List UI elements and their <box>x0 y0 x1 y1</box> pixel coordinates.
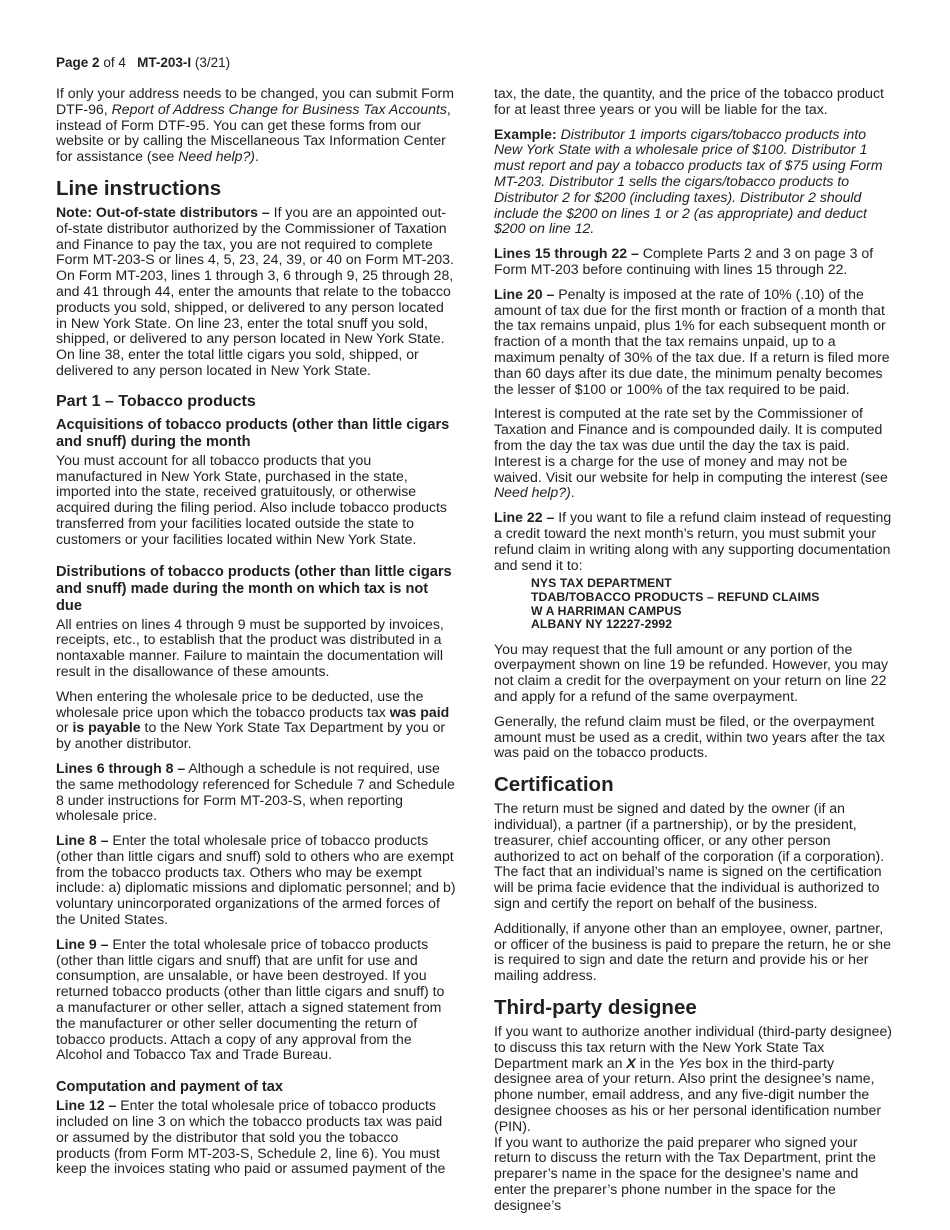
page-number: 2 <box>92 55 100 70</box>
line-9-paragraph: Line 9 – Enter the total wholesale price of tobacco products (other than little cigars and snuff) that are unfit for use and consumption, are unsalable, or have been destroyed. If you returned tobacco products (other than little cigars and snuff) to a manufacturer or other seller, attach a signed statement from the manufacturer or other seller documenting the return of tobacco products. Attach a copy of any approval from the Alcohol and Tobacco Tax and Trade Bureau. <box>56 935 445 1063</box>
paid-preparer-designee-paragraph: If you want to authorize the paid preparer who signed your return to discuss the return with the Tax Department, print the preparer’s name in the space for the designee’s name and enter the preparer’s phone number in the space for the designee’s <box>494 1133 877 1213</box>
third-party-designee-heading: Third-party designee <box>494 996 697 1020</box>
line-12-paragraph: Line 12 – Enter the total wholesale price of tobacco products included on line 3 on which the tobacco products tax was paid or assumed by the distributor that sold you the tobacco products (from Form MT-203-S, Schedule 2, line 6). You must keep the invoices stating who paid or assumed payment of the <box>56 1097 446 1177</box>
page-header <box>56 55 230 71</box>
certification-heading: Certification <box>494 773 614 797</box>
lines-15-22-paragraph: Lines 15 through 22 – Complete Parts 2 and 3 on page 3 of Form MT-203 before continuing with lines 15 through 22. <box>494 245 874 277</box>
address-change-paragraph: If only your address needs to be changed, you can submit Form DTF-96, Report of Address Change for Business Tax Accounts, instead of Form DTF-95. You can get these forms from our website or by calling the Miscellaneous Tax Information Center for assistance (see Need help?). <box>56 85 454 165</box>
refund-paragraph: You may request that the full amount or any portion of the overpayment shown on line 19 be refunded. However, you may not claim a credit for the overpayment on your return on line 22 and apply for a refund of the same overpayment. <box>494 640 889 705</box>
page-label: Page <box>56 55 89 70</box>
computation-heading: Computation and payment of tax <box>56 1079 284 1096</box>
line-instructions-heading: Line instructions <box>56 176 222 200</box>
address-line: W A HARRIMAN CAMPUS <box>531 603 682 618</box>
certification-paragraph: The return must be signed and dated by the owner (if an individual), a partner (if a partnership), or by the president, treasurer, chief accounting officer, or any other person authorized to act on behalf of the corporation (if a corporation). The fact that an individual’s name is signed on the certification will be prima facie evidence that the individual is authorized to sign and certify the report on behalf of the business. <box>494 800 885 912</box>
out-of-state-note: Note: Out-of-state distributors – If you are an appointed out-of-state distributor authorized by the Commissioner of Taxation and Finance to pay the tax, you are not required to complete Form MT-203-S or lines 4, 5, 23, 24, 39, or 40 on Form MT-203. On Form MT-203, lines 1 through 3, 6 through 9, 25 through 28, and 41 through 44, enter the amounts that relate to the tobacco products you sold, shipped, or delivered to any person located in New York State. On line 23, enter the total snuff you sold, shipped, or delivered to any person located in New York State. On line 38, enter the total little cigars you sold, shipped, or delivered to any person located in New York State. <box>56 203 454 378</box>
acquisitions-paragraph: You must account for all tobacco products that you manufactured in New York State, purchased in the state, imported into the state, received gratuitously, or otherwise acquired during the filing period. Also include tobacco products transferred from your facilities located outside the state to customers or your facilities located within New York State. <box>56 451 447 547</box>
form-id: MT-203-I <box>137 55 192 70</box>
page-total: of 4 <box>99 55 126 70</box>
distributions-heading: Distributions of tobacco products (other than little cigars and snuff) made during the month on which tax is not due <box>56 563 452 614</box>
refund-address <box>531 577 894 631</box>
line-22-paragraph: Line 22 – If you want to file a refund claim instead of requesting a credit toward the next month’s return, you must submit your refund claim in writing along with any supporting documentation and send it to: <box>494 509 892 573</box>
continued-paragraph: tax, the date, the quantity, and the price of the tobacco product for at least three years or you will be liable for the tax. <box>494 85 884 117</box>
refund-deadline-paragraph: Generally, the refund claim must be filed, or the overpayment amount must be used as a credit, within two years after the tax was paid on the tobacco products. <box>494 712 885 761</box>
address-line: TDAB/TOBACCO PRODUCTS – REFUND CLAIMS <box>531 589 820 604</box>
lines-6-8-paragraph: Lines 6 through 8 – Although a schedule is not required, use the same methodology referenced for Schedule 7 and Schedule 8 under instructions for Form MT-203-S, when reporting wholesale price. <box>56 759 455 824</box>
paid-preparer-paragraph: Additionally, if anyone other than an employee, owner, partner, or officer of the business is paid to prepare the return, he or she is required to sign and date the return and provide his or her mailing address. <box>494 919 891 984</box>
example-paragraph: Example: Distributor 1 imports cigars/tobacco products into New York State with a wholesale price of $100. Distributor 1 must report and pay a tobacco products tax of $75 using Form MT-203. Distributor 1 sells the cigars/tobacco products to Distributor 2 for $200 (including taxes). Distributor 2 should include the $200 on lines 1 or 2 (as appropriate) and deduct $200 on line 12. <box>494 125 883 237</box>
address-line: NYS TAX DEPARTMENT <box>531 576 672 591</box>
left-column <box>56 86 456 1177</box>
line-8-paragraph: Line 8 – Enter the total wholesale price of tobacco products (other than little cigars and snuff) sold to others who are exempt from the tobacco products tax. Others who may be exempt include: a) diplomatic missions and diplomatic personnel; and b) voluntary unincorporated organizations of the armed forces of the United States. <box>56 832 456 928</box>
right-column <box>494 86 894 1214</box>
interest-paragraph: Interest is computed at the rate set by the Commissioner of Taxation and Finance and is compounded daily. It is computed from the day the tax was due until the day the tax is paid. Interest is a charge for the use of money and may not be waived. Visit our website for help in computing the interest (see Need help?). <box>494 405 888 501</box>
line-20-paragraph: Line 20 – Penalty is imposed at the rate of 10% (.10) of the amount of tax due for the first month or fraction of a month that the tax remains unpaid, plus 1% for each subsequent month or fraction of a month that the tax remains unpaid, up to a maximum penalty of 30% of the tax due. If a return is filed more than 60 days after its due date, the minimum penalty becomes the lesser of $100 or 100% of the tax required to be paid. <box>494 285 890 397</box>
address-line: ALBANY NY 12227-2992 <box>531 617 673 632</box>
part1-heading: Part 1 – Tobacco products <box>56 392 256 410</box>
third-party-designee-paragraph: If you want to authorize another individual (third-party designee) to discuss this tax return with the New York State Tax Department mark an X in the Yes box in the third-party designee area of your return. Also print the designee’s name, phone number, email address, and any five-digit number the designee chooses as his or her personal identification number (PIN). <box>494 1023 892 1134</box>
acquisitions-heading: Acquisitions of tobacco products (other than little cigars and snuff) during the month <box>56 416 450 450</box>
wholesale-price-paragraph: When entering the wholesale price to be deducted, use the wholesale price upon which the tobacco products tax was paid or is payable to the New York State Tax Department by you or by another distributor. <box>56 687 450 752</box>
form-date: (3/21) <box>191 55 231 70</box>
distributions-paragraph: All entries on lines 4 through 9 must be supported by invoices, receipts, etc., to establish that the product was distributed in a nontaxable manner. Failure to maintain the documentation will result in the disallowance of these amounts. <box>56 615 444 679</box>
